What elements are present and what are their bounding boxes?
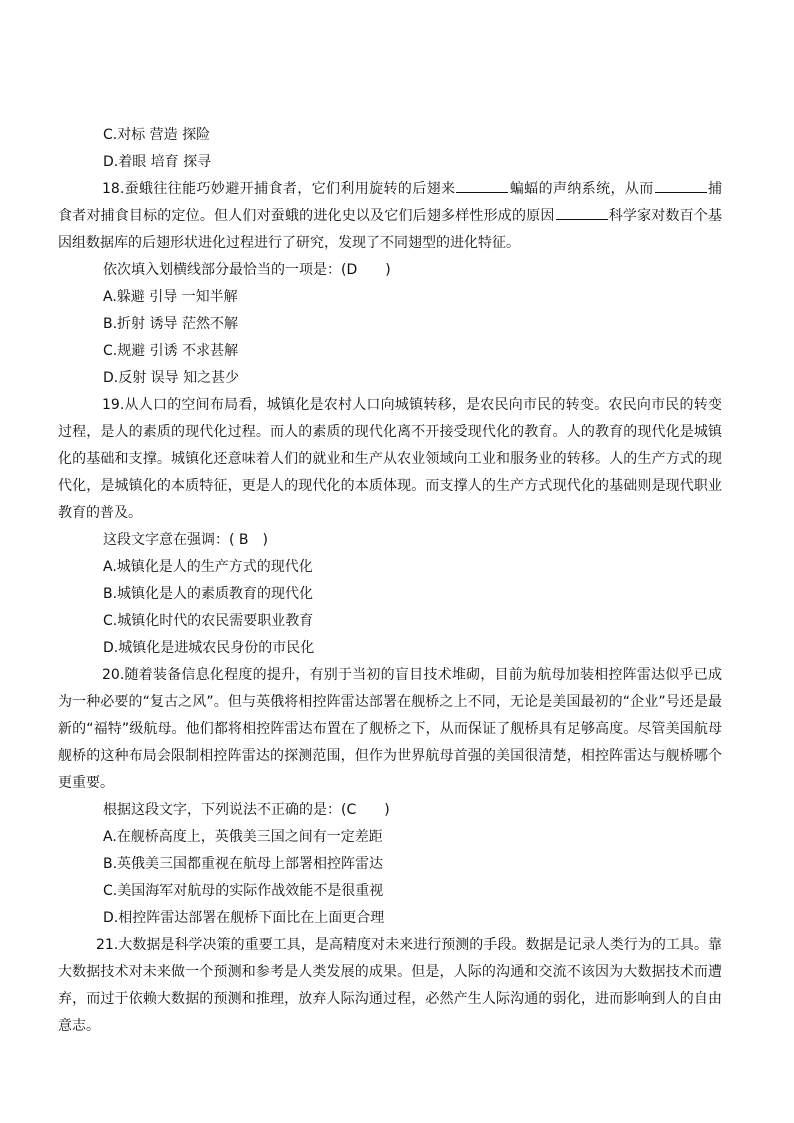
q18-option-c: C.规避 引诱 不求甚解 xyxy=(103,343,239,359)
q18-stem xyxy=(58,176,722,257)
q18-stem-part1: 18.蚕蛾往往能巧妙避开捕食者，它们利用旋转的后翅来 xyxy=(102,181,456,197)
q20-stem: 20.随着装备信息化程度的提升，有别于当初的盲目技术堆砌，目前为航母加装相控阵雷达似乎已成为一种必要的“复古之风”。但与英俄将相控阵雷达部署在舰桥之上不同，无论是美国最初的“企业”号还是最新的“福特”级航母。他们都将相控阵雷达布置在了舰桥之下，从而保证了舰桥具有足够高度。尽管美国航母舰桥的这种布局会限制相控阵雷达的探测范围，但作为世界航母首强的美国很清楚，相控阵雷达与舰桥哪个更重要。 xyxy=(58,667,722,791)
q18-blank-3 xyxy=(556,205,608,220)
q18-prompt: 依次填入划横线部分最恰当的一项是：(D ) xyxy=(103,262,391,278)
q19-option-a: A.城镇化是人的生产方式的现代化 xyxy=(103,559,313,575)
q18-stem-part4: 科学家对数百个基因组数据库的后翅形状进化过程进行了研究，发现了不同翅型的进化特征。 xyxy=(58,208,723,251)
q19-option-d: D.城镇化是进城农民身份的市民化 xyxy=(103,640,315,656)
q19-option-c: C.城镇化时代的农民需要职业教育 xyxy=(103,613,314,629)
q20-option-c: C.美国海军对航母的实际作战效能不是很重视 xyxy=(103,883,384,899)
q18-blank-1 xyxy=(456,178,508,193)
q19-stem: 19.从人口的空间布局看，城镇化是农村人口向城镇转移，是农民向市民的转变。农民向市民的转变过程，是人的素质的现代化过程。而人的素质的现代化离不开接受现代化的教育。人的教育的现代化是城镇化的基础和支撑。城镇化还意味着人们的就业和生产从农业领域向工业和服务业的转移。人的生产方式的现代化，是城镇化的本质特征，更是人的现代化的本质体现。而支撑人的生产方式现代化的基础则是现代职业教育的普及。 xyxy=(58,397,722,521)
q21-stem: 21.大数据是科学决策的重要工具，是高精度对未来进行预测的手段。数据是记录人类行为的工具。靠大数据技术对未来做一个预测和参考是人类发展的成果。但是，人际的沟通和交流不该因为大数据技术而遭弃，而过于依赖大数据的预测和推理，放弃人际沟通过程，必然产生人际沟通的弱化，进而影响到人的自由意志。 xyxy=(58,937,722,1034)
q18-option-b: B.折射 诱导 茫然不解 xyxy=(103,316,238,332)
document-body xyxy=(58,122,722,1040)
q18-stem-part2: 蝙蝠的声纳系统，从而 xyxy=(509,181,654,197)
q17-option-c: C.对标 营造 探险 xyxy=(103,127,211,143)
q20-prompt: 根据这段文字，下列说法不正确的是：(C ) xyxy=(103,802,390,818)
q20-option-b: B.英俄美三国都重视在航母上部署相控阵雷达 xyxy=(103,856,384,872)
q18-stem-part3: 捕食者对捕食目标的定位。但人们对蚕蛾的进化史以及它们后翅多样性形成的原因 xyxy=(58,181,723,224)
q20-option-a: A.在舰桥高度上，英俄美三国之间有一定差距 xyxy=(103,829,383,845)
q17-option-d: D.着眼 培育 探寻 xyxy=(103,154,212,170)
q19-prompt: 这段文字意在强调：( B ) xyxy=(103,532,268,548)
q18-blank-2 xyxy=(655,178,707,193)
q19-option-b: B.城镇化是人的素质教育的现代化 xyxy=(103,586,314,602)
q18-option-a: A.躲避 引导 一知半解 xyxy=(103,289,238,305)
q20-option-d: D.相控阵雷达部署在舰桥下面比在上面更合理 xyxy=(103,910,385,926)
q18-option-d: D.反射 误导 知之甚少 xyxy=(103,370,240,386)
